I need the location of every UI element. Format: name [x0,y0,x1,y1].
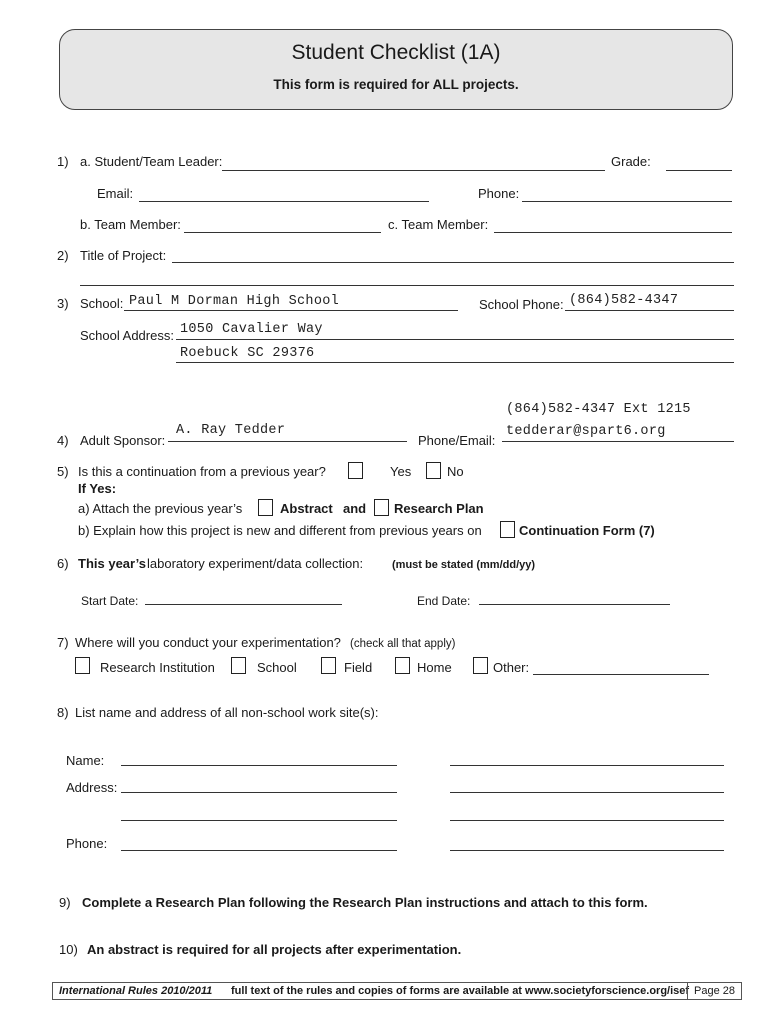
school-checkbox[interactable] [231,657,246,674]
abstract-label: Abstract [280,501,333,516]
leader-label: a. Student/Team Leader: [80,154,223,169]
this-year-label: This year’s [78,556,146,571]
school-option-label: School [257,660,297,675]
q9-number: 9) [59,895,71,910]
phone-email-label: Phone/Email: [418,433,496,448]
address-line2-value[interactable]: Roebuck SC 29376 [180,346,315,361]
other-field[interactable] [533,674,709,675]
end-date-field[interactable] [479,604,670,605]
sponsor-phone-value[interactable]: (864)582-4347 Ext 1215 [506,402,691,417]
experimentation-question: Where will you conduct your experimentation? [75,635,341,650]
school-field [124,310,458,311]
site1-address-field-line2[interactable] [121,820,397,821]
q4-number: 4) [57,433,69,448]
q7-number: 7) [57,635,69,650]
field-checkbox[interactable] [321,657,336,674]
footer-text: full text of the rules and copies of forms are available at www.societyforscience.org/isef [231,985,690,997]
and-label: and [343,501,367,516]
page-title: Student Checklist (1A) [291,41,501,64]
school-address-label: School Address: [80,328,174,343]
email-label: Email: [97,186,134,201]
q6-number: 6) [57,556,69,571]
if-yes-label: If Yes: [78,481,117,496]
page-footer [52,982,742,1000]
q2-number: 2) [57,248,69,263]
address-line2-field [176,362,734,363]
research-plan-checkbox[interactable] [374,499,389,516]
date-format-note: (must be stated (mm/dd/yy) [392,559,536,571]
school-phone-value[interactable]: (864)582-4347 [569,293,679,308]
site-address-label: Address: [66,780,118,795]
address-line1-value[interactable]: 1050 Cavalier Way [180,322,323,337]
title-field[interactable] [172,262,734,263]
sponsor-value[interactable]: A. Ray Tedder [176,423,286,438]
school-value[interactable]: Paul M Dorman High School [129,294,340,309]
grade-field[interactable] [666,170,732,171]
start-date-field[interactable] [145,604,342,605]
team-member-c-field[interactable] [494,232,732,233]
research-institution-label: Research Institution [100,660,215,675]
school-label: School: [80,296,124,311]
research-institution-checkbox[interactable] [75,657,90,674]
q3-number: 3) [57,296,69,311]
abstract-requirement: An abstract is required for all projects after experimentation. [87,942,462,957]
page-subtitle: This form is required for ALL projects. [273,77,519,92]
header-box [59,29,733,110]
start-date-label: Start Date: [81,594,139,608]
yes-label: Yes [390,464,412,479]
leader-field[interactable] [222,170,605,171]
site2-name-field[interactable] [450,765,724,766]
phone-label: Phone: [478,186,520,201]
team-member-b-label: b. Team Member: [80,217,181,232]
abstract-checkbox[interactable] [258,499,273,516]
school-phone-field [565,310,734,311]
q8-number: 8) [57,705,69,720]
attach-previous-text: a) Attach the previous year’s [78,501,243,516]
site1-address-field[interactable] [121,792,397,793]
team-member-c-label: c. Team Member: [388,217,489,232]
continuation-form-checkbox[interactable] [500,521,515,538]
check-all-note: (check all that apply) [350,638,456,650]
footer-rules-title: International Rules 2010/2011 [59,985,213,997]
site2-phone-field[interactable] [450,850,724,851]
lab-experiment-label: laboratory experiment/data collection: [147,556,364,571]
end-date-label: End Date: [417,594,471,608]
explain-text: b) Explain how this project is new and different from previous years on [78,523,482,538]
home-checkbox[interactable] [395,657,410,674]
email-field[interactable] [139,201,429,202]
sponsor-label: Adult Sponsor: [80,433,166,448]
grade-label: Grade: [611,154,651,169]
site1-name-field[interactable] [121,765,397,766]
site2-address-field[interactable] [450,792,724,793]
q10-number: 10) [59,942,78,957]
sponsor-field [168,441,407,442]
title-label: Title of Project: [80,248,167,263]
field-option-label: Field [344,660,373,675]
home-option-label: Home [417,660,452,675]
work-site-question: List name and address of all non-school work site(s): [75,705,379,720]
continuation-form-label: Continuation Form (7) [519,523,655,538]
phone-field[interactable] [522,201,732,202]
title-field-line2[interactable] [80,285,734,286]
site2-address-field-line2[interactable] [450,820,724,821]
page-number: Page 28 [687,983,735,999]
q5-number: 5) [57,464,69,479]
no-label: No [447,464,464,479]
yes-checkbox[interactable] [348,462,363,479]
no-checkbox[interactable] [426,462,441,479]
sponsor-email-value[interactable]: tedderar@spart6.org [506,424,666,439]
phone-email-field [502,441,734,442]
other-option-label: Other: [493,660,530,675]
research-plan-instruction: Complete a Research Plan following the Research Plan instructions and attach to this form. [82,895,648,910]
other-checkbox[interactable] [473,657,488,674]
site1-phone-field[interactable] [121,850,397,851]
team-member-b-field[interactable] [184,232,381,233]
q1-number: 1) [57,154,69,169]
research-plan-label: Research Plan [394,501,484,516]
site-name-label: Name: [66,753,105,768]
school-phone-label: School Phone: [479,297,564,312]
address-line1-field [176,339,734,340]
site-phone-label: Phone: [66,836,108,851]
continuation-question: Is this a continuation from a previous year? [78,464,326,479]
